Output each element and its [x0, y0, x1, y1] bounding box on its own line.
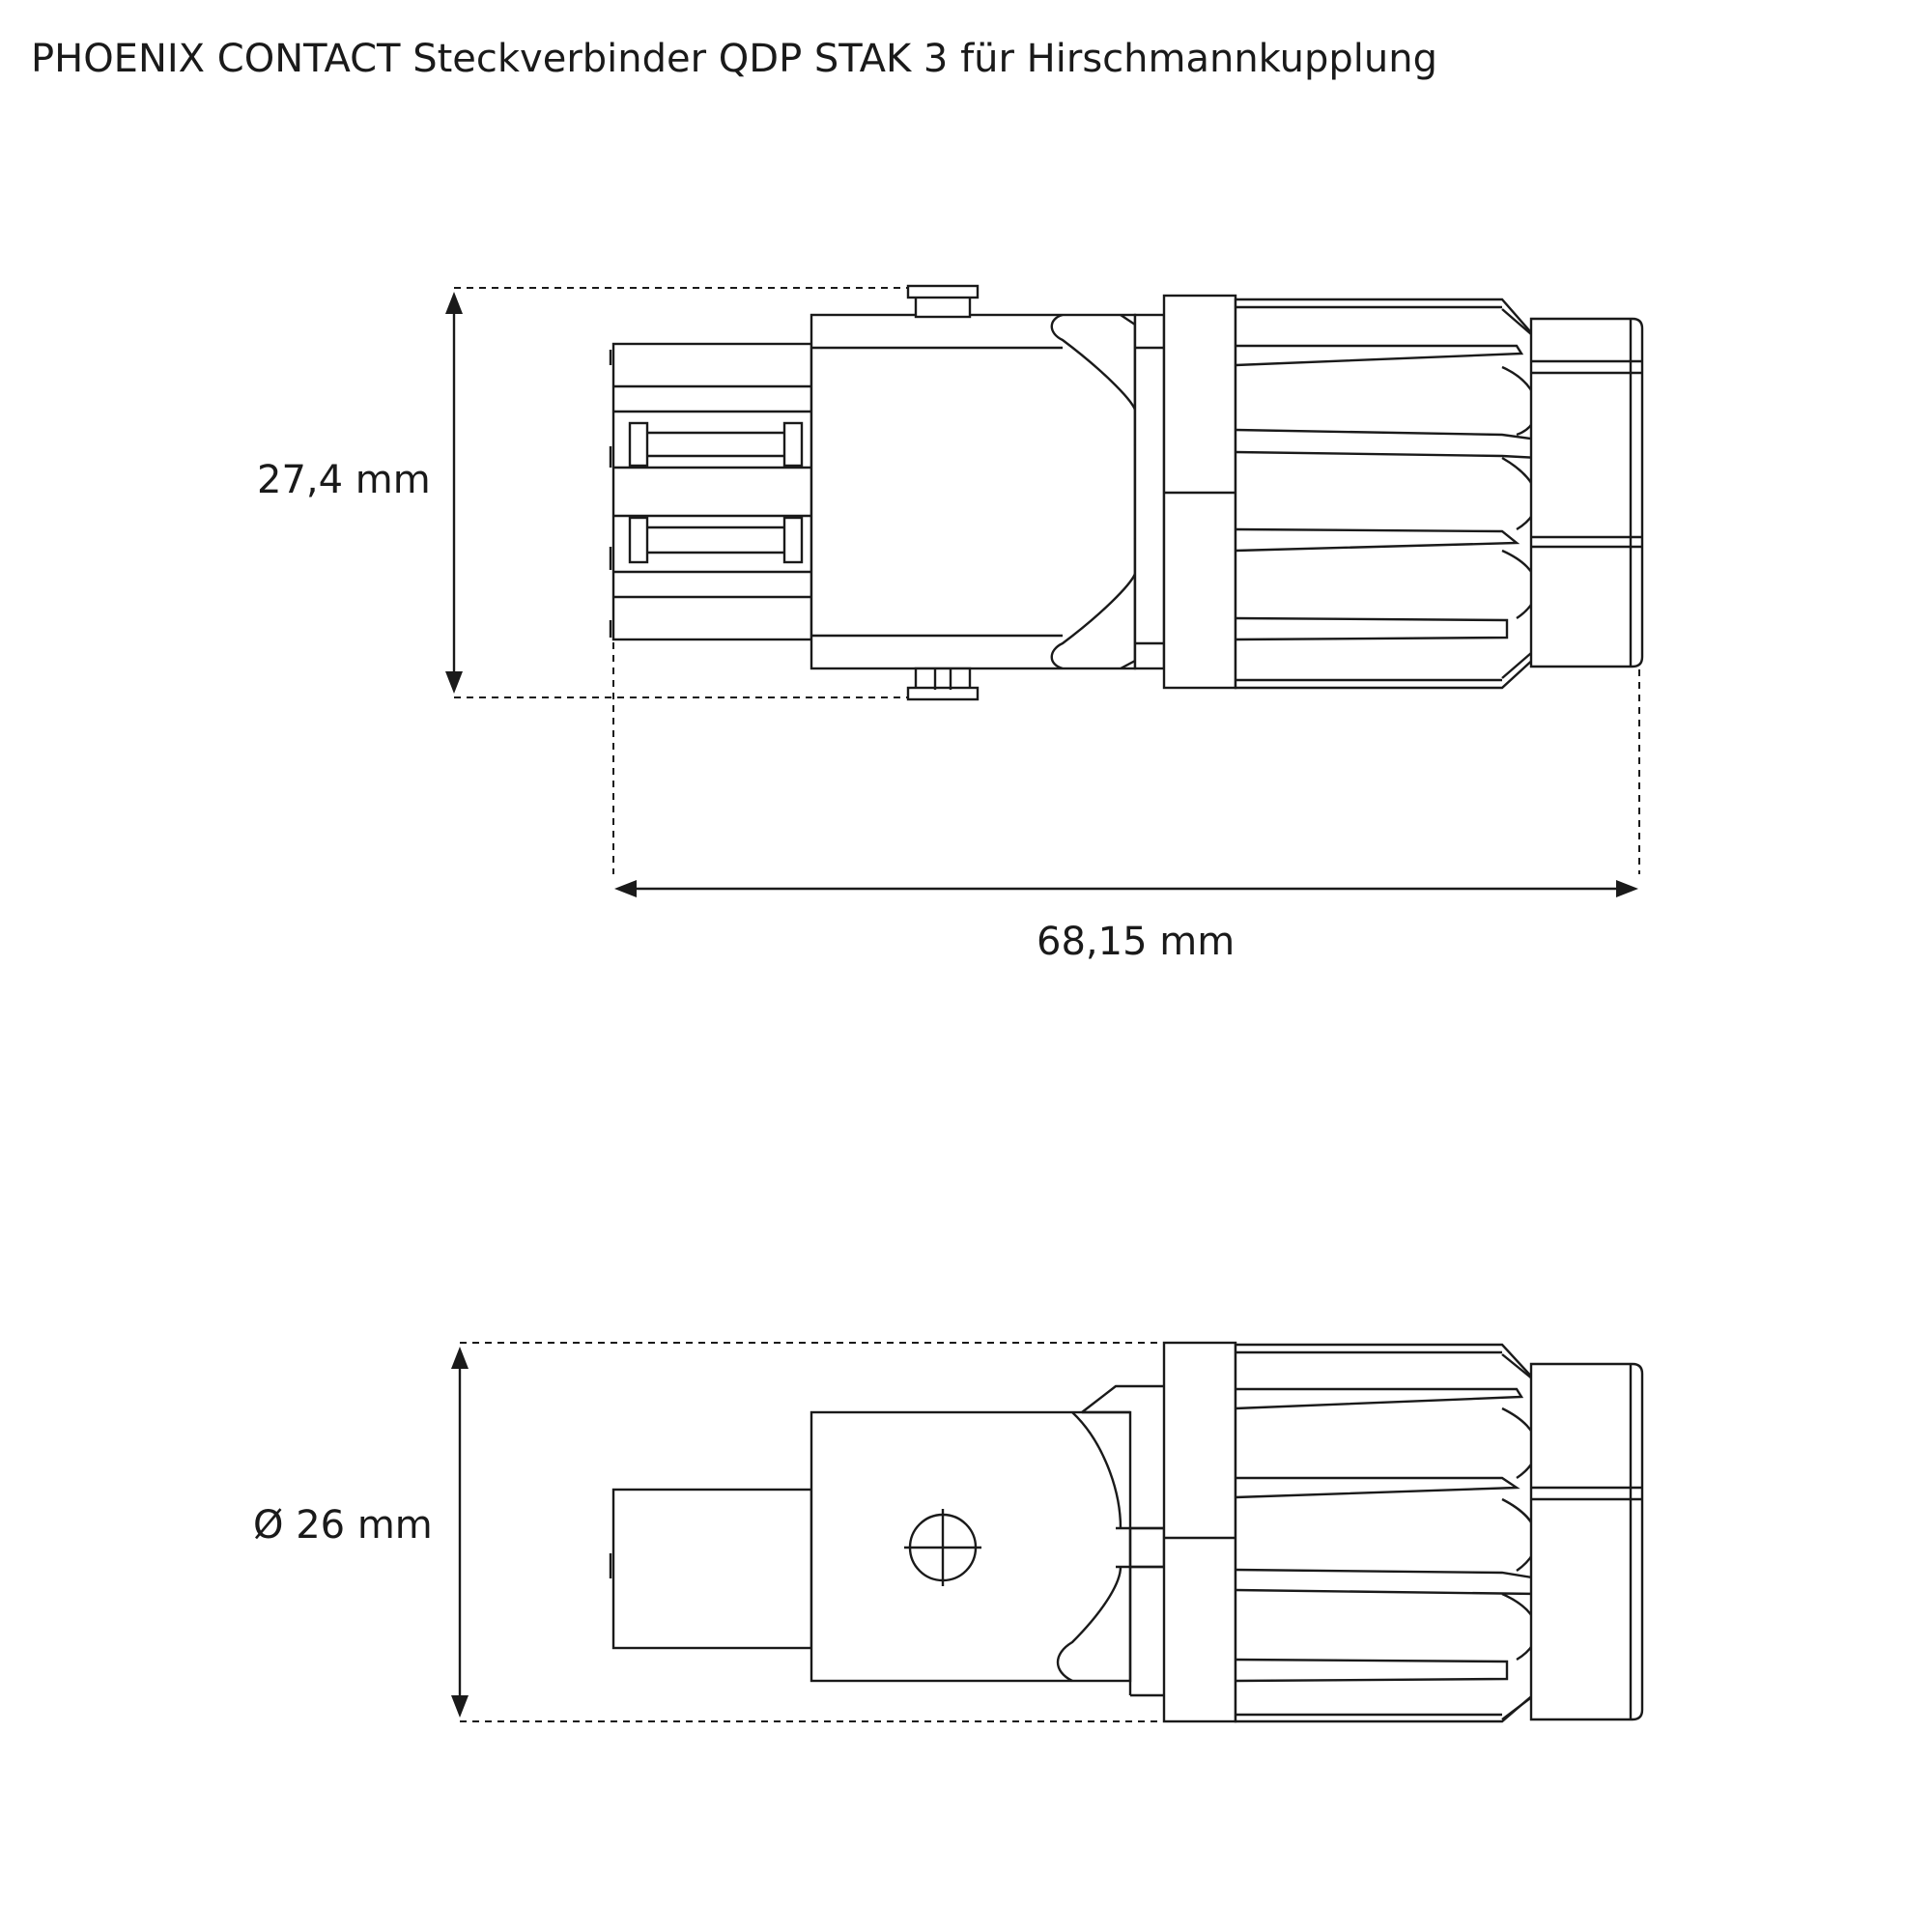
length-dimension: [614, 880, 1638, 897]
top-view: [257, 286, 1642, 964]
connector-front-view: [611, 1343, 1642, 1721]
height-label: 27,4 mm: [257, 458, 431, 502]
connector-side-view: [611, 286, 1642, 699]
length-label: 68,15 mm: [1037, 920, 1236, 964]
diameter-dimension: [451, 1347, 469, 1718]
page-title: PHOENIX CONTACT Steckverbinder QDP STAK 3 für Hirschmannkupplung: [31, 37, 1437, 81]
bottom-view: [253, 1343, 1642, 1721]
height-dimension: [445, 292, 463, 694]
diameter-label: Ø 26 mm: [253, 1503, 433, 1548]
